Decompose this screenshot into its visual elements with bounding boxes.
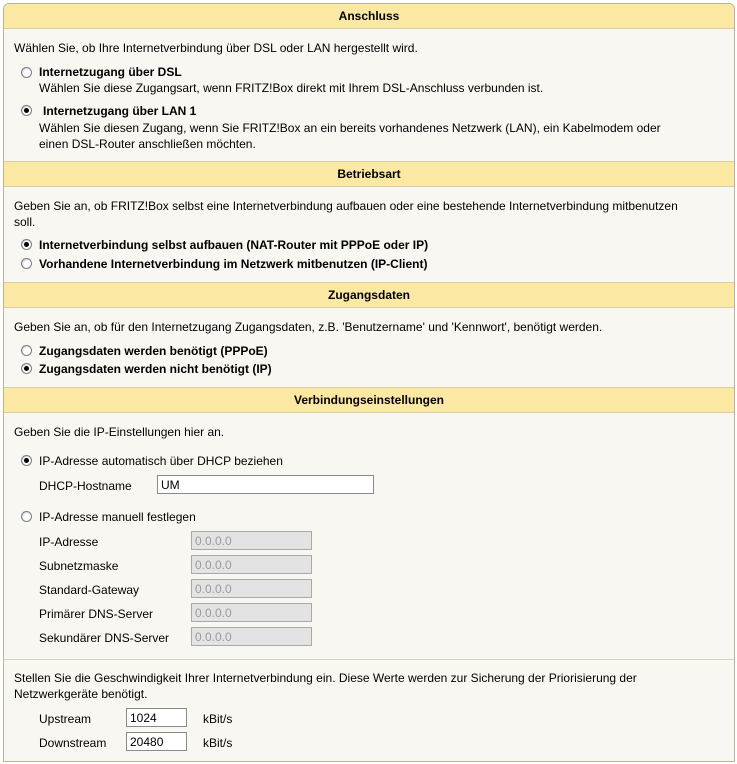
- radio-ip-client[interactable]: [21, 258, 32, 269]
- subnet-mask-label: Subnetzmaske: [39, 559, 119, 573]
- upstream-label: Upstream: [39, 712, 92, 726]
- subnet-mask-input[interactable]: [191, 555, 312, 574]
- secondary-dns-label: Sekundärer DNS-Server: [39, 631, 170, 645]
- ip-address-label: IP-Adresse: [39, 535, 99, 549]
- option-lan1-description-line1: Wählen Sie diesen Zugang, wenn Sie FRITZ!Box an ein bereits vorhandenes Netzwerk (LAN), ein Kabelmodem oder: [39, 121, 661, 135]
- section-header-verbindung: Verbindungseinstellungen: [4, 387, 734, 413]
- radio-lan1[interactable]: [21, 105, 32, 116]
- settings-panel: [3, 3, 735, 762]
- option-nat-router-label[interactable]: Internetverbindung selbst aufbauen (NAT-Router mit PPPoE oder IP): [39, 238, 429, 252]
- verbindung-intro: Geben Sie die IP-Einstellungen hier an.: [14, 425, 225, 439]
- default-gateway-input[interactable]: [191, 579, 312, 598]
- section-header-anschluss: Anschluss: [4, 4, 734, 29]
- radio-pppoe[interactable]: [21, 345, 32, 356]
- default-gateway-label: Standard-Gateway: [39, 583, 140, 597]
- option-dhcp-label[interactable]: IP-Adresse automatisch über DHCP beziehen: [39, 454, 283, 468]
- speed-intro-line1: Stellen Sie die Geschwindigkeit Ihrer Internetverbindung ein. Diese Werte werden zur Sicherung der Priorisierung der: [14, 671, 637, 685]
- radio-manual-ip[interactable]: [21, 511, 32, 522]
- option-ip-label[interactable]: Zugangsdaten werden nicht benötigt (IP): [39, 362, 272, 376]
- option-lan1-label[interactable]: Internetzugang über LAN 1: [43, 104, 197, 118]
- downstream-label: Downstream: [39, 736, 107, 750]
- zugangsdaten-intro: Geben Sie an, ob für den Internetzugang Zugangsdaten, z.B. 'Benutzername' und 'Kennwort', benötigt werden.: [14, 320, 603, 334]
- divider: [4, 659, 734, 660]
- radio-dsl[interactable]: [21, 67, 32, 78]
- secondary-dns-input[interactable]: [191, 627, 312, 646]
- radio-nat-router[interactable]: [21, 239, 32, 250]
- dhcp-hostname-input[interactable]: [157, 475, 374, 494]
- radio-ip[interactable]: [21, 363, 32, 374]
- downstream-input[interactable]: [126, 732, 187, 751]
- dhcp-hostname-label: DHCP-Hostname: [39, 479, 132, 493]
- section-header-betriebsart: Betriebsart: [4, 161, 734, 187]
- radio-dhcp[interactable]: [21, 455, 32, 466]
- betriebsart-intro-line2: soll.: [14, 215, 36, 229]
- ip-address-input[interactable]: [191, 531, 312, 550]
- upstream-input[interactable]: [126, 708, 187, 727]
- betriebsart-intro-line1: Geben Sie an, ob FRITZ!Box selbst eine Internetverbindung aufbauen oder eine bestehende Internetverbindung mitbenutzen: [14, 199, 678, 213]
- option-pppoe-label[interactable]: Zugangsdaten werden benötigt (PPPoE): [39, 344, 268, 358]
- option-manual-ip-label[interactable]: IP-Adresse manuell festlegen: [39, 510, 196, 524]
- option-dsl-description: Wählen Sie diese Zugangsart, wenn FRITZ!Box direkt mit Ihrem DSL-Anschluss verbunden ist.: [39, 81, 544, 95]
- primary-dns-input[interactable]: [191, 603, 312, 622]
- option-ip-client-label[interactable]: Vorhandene Internetverbindung im Netzwerk mitbenutzen (IP-Client): [39, 257, 428, 271]
- option-dsl-label[interactable]: Internetzugang über DSL: [39, 65, 182, 79]
- downstream-unit: kBit/s: [203, 736, 233, 750]
- primary-dns-label: Primärer DNS-Server: [39, 607, 154, 621]
- anschluss-intro: Wählen Sie, ob Ihre Internetverbindung über DSL oder LAN hergestellt wird.: [14, 41, 418, 55]
- speed-intro-line2: Netzwerkgeräte benötigt.: [14, 687, 148, 701]
- option-lan1-description-line2: einen DSL-Router anschließen möchten.: [39, 137, 256, 151]
- upstream-unit: kBit/s: [203, 712, 233, 726]
- section-header-zugangsdaten: Zugangsdaten: [4, 282, 734, 308]
